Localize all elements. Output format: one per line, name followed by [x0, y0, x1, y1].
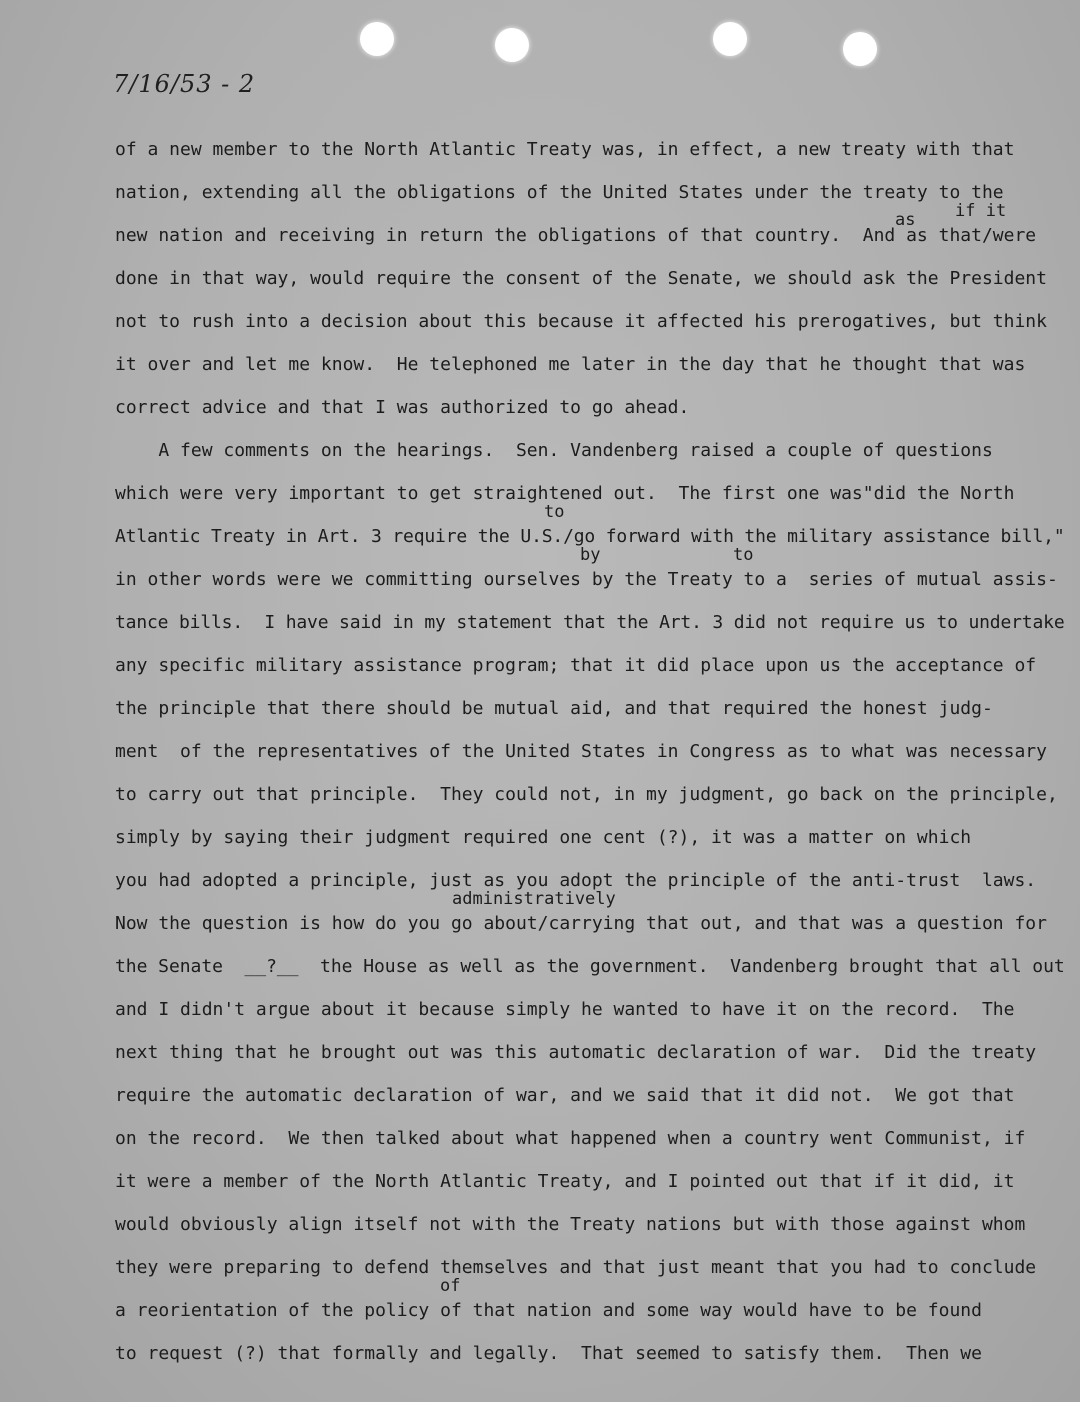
text-line: any specific military assistance program; that it did place upon us the acceptance of: [115, 655, 1037, 676]
punch-hole: [713, 22, 747, 56]
text-line: Atlantic Treaty in Art. 3 require the U.S./go forward with the military assistance bill,": [115, 526, 1065, 547]
text-line: would obviously align itself not with the Treaty nations but with those against whom: [115, 1214, 1026, 1235]
text-line: Now the question is how do you go about/carrying that out, and that was a question for: [115, 913, 1047, 934]
text-line: tance bills. I have said in my statement that the Art. 3 did not require us to undertake: [115, 612, 1065, 633]
text-line: nation, extending all the obligations of the United States under the treaty to the: [115, 182, 1004, 203]
text-line: a reorientation of the policy of that nation and some way would have to be found: [115, 1300, 982, 1321]
text-line: and I didn't argue about it because simply he wanted to have it on the record. The: [115, 999, 1015, 1020]
text-line: new nation and receiving in return the obligations of that country. And as that/were: [115, 225, 1037, 246]
interlinear-insertion: as: [895, 210, 916, 230]
punch-hole: [843, 32, 877, 66]
text-line: require the automatic declaration of war, and we said that it did not. We got that: [115, 1085, 1015, 1106]
text-line: in other words were we committing ourselves by the Treaty to a series of mutual assis-: [115, 569, 1058, 590]
interlinear-insertion: by: [580, 545, 601, 565]
interlinear-insertion: to: [544, 502, 565, 522]
interlinear-insertion: of: [440, 1276, 461, 1296]
text-line: ment of the representatives of the United States in Congress as to what was necessary: [115, 741, 1047, 762]
text-line: not to rush into a decision about this because it affected his prerogatives, but think: [115, 311, 1047, 332]
text-line: the Senate __?__ the House as well as the government. Vandenberg brought that all out: [115, 956, 1065, 977]
text-line: of a new member to the North Atlantic Treaty was, in effect, a new treaty with that: [115, 139, 1015, 160]
text-line: done in that way, would require the consent of the Senate, we should ask the President: [115, 268, 1047, 289]
text-line: to request (?) that formally and legally. That seemed to satisfy them. Then we: [115, 1343, 982, 1364]
text-line: the principle that there should be mutual aid, and that required the honest judg-: [115, 698, 993, 719]
text-line: correct advice and that I was authorized to go ahead.: [115, 397, 690, 418]
interlinear-insertion: if it: [955, 201, 1007, 221]
interlinear-insertion: administratively: [452, 889, 616, 909]
text-line: A few comments on the hearings. Sen. Vandenberg raised a couple of questions: [115, 440, 993, 461]
interlinear-insertion: to: [733, 545, 754, 565]
punch-hole: [360, 22, 394, 56]
text-line: next thing that he brought out was this automatic declaration of war. Did the treaty: [115, 1042, 1037, 1063]
text-line: which were very important to get straightened out. The first one was"did the North: [115, 483, 1015, 504]
page-number: 7/16/53 - 2: [113, 70, 256, 98]
punch-hole: [495, 28, 529, 62]
text-line: they were preparing to defend themselves and that just meant that you had to conclude: [115, 1257, 1037, 1278]
text-line: on the record. We then talked about what happened when a country went Communist, if: [115, 1128, 1026, 1149]
text-line: simply by saying their judgment required one cent (?), it was a matter on which: [115, 827, 972, 848]
text-line: it over and let me know. He telephoned me later in the day that he thought that was: [115, 354, 1026, 375]
text-line: you had adopted a principle, just as you adopt the principle of the anti-trust laws.: [115, 870, 1037, 891]
text-line: it were a member of the North Atlantic Treaty, and I pointed out that if it did, it: [115, 1171, 1015, 1192]
text-line: to carry out that principle. They could not, in my judgment, go back on the principle,: [115, 784, 1058, 805]
